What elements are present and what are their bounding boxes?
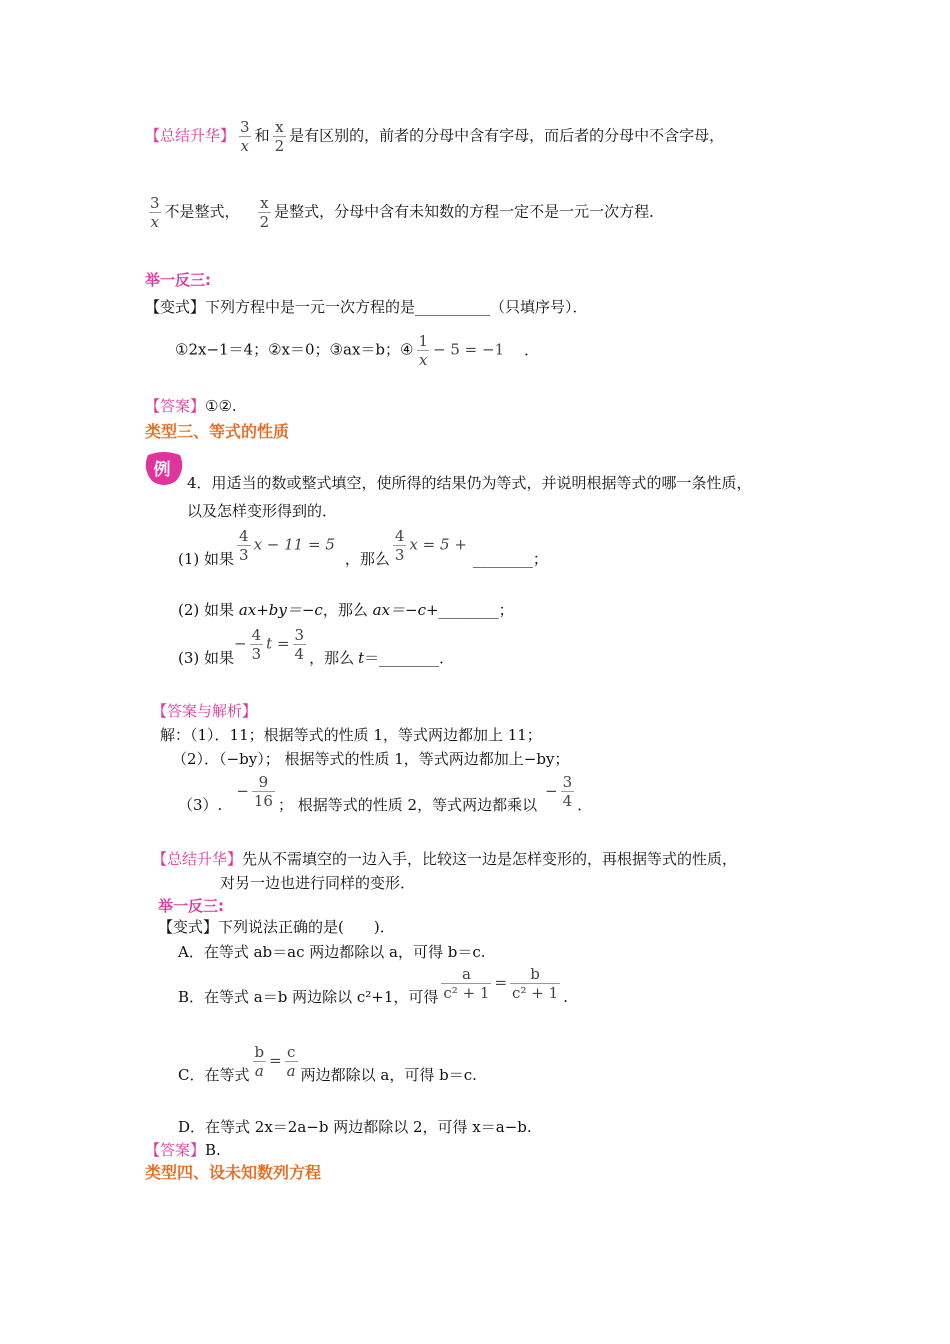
- fraction-b-over-a: $\frac{b}{a}$: [254, 1043, 265, 1080]
- example4-question-line-1: 4．用适当的数或整式填空，使所得的结果仍为等式，并说明根据等式的哪一条性质，: [187, 474, 752, 492]
- fraction-c-over-a: $\frac{c}{a}$: [286, 1043, 296, 1080]
- fraction-9-over-16: $\frac{9}{16}$: [253, 773, 273, 810]
- type3-heading: 类型三、等式的性质: [145, 422, 290, 441]
- fraction-a-over-c2plus1: $\frac{a}{\text{c² + 1}}$: [443, 965, 490, 1002]
- answer-line-1: 解：（1）．11；根据等式的性质 1，等式两边都加上 11；: [160, 726, 542, 744]
- svg-text:例: 例: [153, 460, 171, 480]
- fraction-3-over-4-b: $\frac{3}{4}$: [562, 773, 573, 810]
- fraction-b-over-c2plus1: $\frac{b}{\text{c² + 1}}$: [512, 965, 559, 1002]
- example4-question-line-2: 以及怎样变形得到的．: [187, 502, 338, 520]
- fraction-4-over-3: $\frac{4}{3}$: [239, 527, 249, 564]
- fraction-4-over-3-b: $\frac{4}{3}$: [394, 527, 405, 564]
- practice-heading-2: 举一反三:: [158, 897, 224, 915]
- example4-part-2: (2) 如果 ax+by＝−c，那么 ax＝−c+________；: [178, 601, 514, 619]
- type4-heading: 类型四、设未知数列方程: [145, 1163, 322, 1182]
- fraction-3-over-x: $\frac{3}{x}$: [240, 118, 250, 155]
- option-d: D．在等式 2x＝2a−b 两边都除以 2，可得 x＝a−b.: [178, 1118, 532, 1136]
- summary-line-1: 【总结升华】 $\frac{3}{x}$ 和 $\frac{x}{2}$ 是有区别的，前者的分母中含有字母，而后者的分母中不含字母，: [145, 118, 725, 155]
- answer-line-2: （2）．（−by）； 根据等式的性质 1，等式两边都加上−by；: [172, 750, 570, 768]
- option-c: C．在等式 $\frac{b}{a}$ = $\frac{c}{a}$ 两边都除以 a，可得 b＝c.: [178, 1043, 477, 1084]
- answer-1: 【答案】①②.: [145, 397, 237, 415]
- answer-line-3: （3）.− $\frac{9}{16}$ ； 根据等式的性质 2，等式两边都乘以− $\frac{3}{4}$ ．: [178, 773, 593, 814]
- variant-question-1: 【变式】下列方程中是一元一次方程的是__________（只填序号）．: [145, 298, 588, 316]
- fraction-1-over-x: $\frac{1}{x}$: [418, 332, 429, 369]
- option-b: B．在等式 a＝b 两边除以 c²+1，可得 $\frac{a}{\text{c² + 1}}$ = $\frac{b}{\text{c² + 1}}$ .: [178, 965, 568, 1006]
- summary-text-2: 是整式，分母中含有未知数的方程一定不是一元一次方程．: [274, 202, 665, 221]
- answer-2: 【答案】B.: [145, 1141, 221, 1159]
- variant-question-2: 【变式】下列说法正确的是( )．: [158, 918, 395, 936]
- fraction-x-over-2-2: $\frac{x}{2}$: [259, 194, 270, 231]
- summary-line-2: $\frac{3}{x}$ 不是整式， $\frac{x}{2}$ 是整式，分母中含有未知数的方程一定不是一元一次方程．: [150, 194, 665, 231]
- summary-tag: 【总结升华】: [145, 126, 236, 145]
- fraction-3-over-x-2: $\frac{3}{x}$: [150, 194, 160, 231]
- summary-2-line-1: 【总结升华】先从不需填空的一边入手，比较这一边是怎样变形的，再根据等式的性质，: [152, 850, 738, 868]
- summary-2-line-2: 对另一边也进行同样的变形．: [220, 874, 416, 892]
- practice-heading-1: 举一反三:: [145, 271, 211, 289]
- answer-analysis-tag: 【答案与解析】: [152, 702, 258, 720]
- summary-text-1: 是有区别的，前者的分母中含有字母，而后者的分母中不含字母，: [289, 126, 725, 145]
- example4-part-1: (1) 如果 $\frac{4}{3}$ x − 11 = 5，那么 $\frac{4}{3}$ x = 5 +________；: [178, 527, 548, 568]
- example-badge-icon: [142, 449, 186, 489]
- fraction-4-over-3-c: $\frac{4}{3}$: [251, 626, 262, 663]
- variant-options-1: ①2x−1＝4；②x＝0；③ax＝b；④ $\frac{1}{x}$ − 5 = −1 ．: [175, 332, 540, 369]
- option-a: A．在等式 ab＝ac 两边都除以 a，可得 b＝c.: [178, 943, 486, 961]
- fraction-x-over-2: $\frac{x}{2}$: [274, 118, 285, 155]
- example4-part-3: (3) 如果− $\frac{4}{3}$ t = $\frac{3}{4}$ ，那么 t＝________．: [178, 626, 455, 667]
- fraction-3-over-4: $\frac{3}{4}$: [294, 626, 305, 663]
